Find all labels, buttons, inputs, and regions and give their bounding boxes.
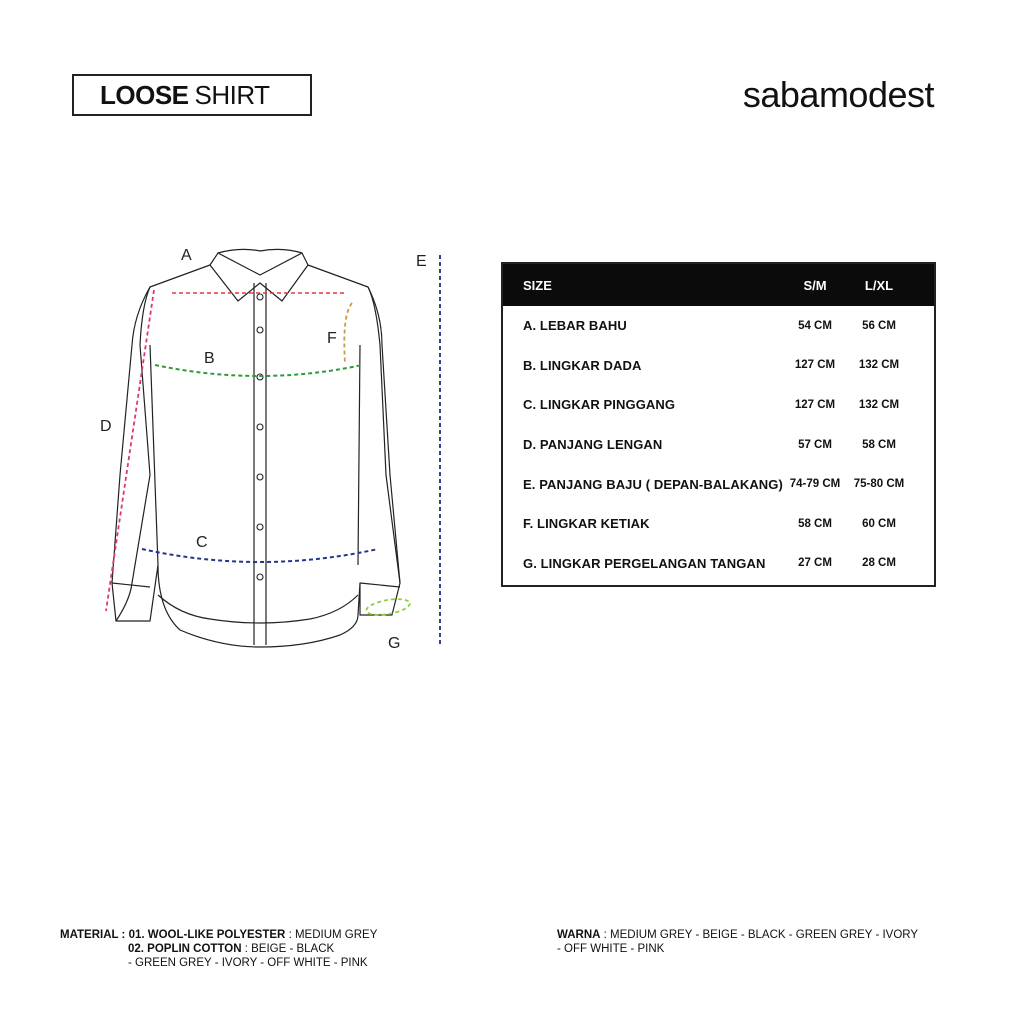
table-row xyxy=(503,306,934,346)
measure-line-d xyxy=(106,290,154,611)
material-1-name: 01. WOOL-LIKE POLYESTER xyxy=(128,929,286,941)
label-c: C xyxy=(196,534,208,551)
header-sm: S/M xyxy=(803,277,827,293)
warna-line-2 xyxy=(557,942,918,956)
size-table-body xyxy=(503,306,934,583)
row-label: B. LINGKAR DADA xyxy=(523,357,642,373)
row-sm: 127 CM xyxy=(794,398,836,411)
table-row xyxy=(503,504,934,544)
row-lxl: 28 CM xyxy=(862,557,896,570)
row-label: G. LINGKAR PERGELANGAN TANGAN xyxy=(523,555,766,571)
table-row xyxy=(503,464,934,504)
material-2-colors: : BEIGE - BLACK xyxy=(244,943,335,955)
material-line-1 xyxy=(60,928,377,942)
warna-colors-1: : MEDIUM GREY - BEIGE - BLACK - GREEN GREY - IVORY xyxy=(603,929,919,941)
material-2-colors-cont: - GREEN GREY - IVORY - OFF WHITE - PINK xyxy=(128,957,368,969)
row-lxl: 56 CM xyxy=(862,319,896,332)
row-label: C. LINGKAR PINGGANG xyxy=(523,397,676,413)
row-lxl: 132 CM xyxy=(858,359,900,372)
row-lxl: 60 CM xyxy=(862,517,896,530)
table-row xyxy=(503,425,934,465)
table-row xyxy=(503,544,934,584)
brand-logo: sabamodest xyxy=(742,74,934,115)
warna-line-1 xyxy=(557,928,918,942)
label-b: B xyxy=(204,350,215,367)
row-sm: 27 CM xyxy=(798,557,832,570)
table-row xyxy=(503,346,934,386)
measure-line-c xyxy=(142,549,378,562)
header-lxl: L/XL xyxy=(864,277,894,293)
material-line-2 xyxy=(60,942,377,956)
header-size: SIZE xyxy=(523,277,552,293)
shirt-outline xyxy=(112,249,400,647)
material-label: MATERIAL : xyxy=(60,929,126,941)
material-line-3 xyxy=(60,956,377,970)
row-label: D. PANJANG LENGAN xyxy=(523,437,663,453)
label-d: D xyxy=(100,418,112,435)
row-label: A. LEBAR BAHU xyxy=(523,318,627,334)
warna-label: WARNA xyxy=(557,929,601,941)
label-a: A xyxy=(181,247,192,264)
label-g: G xyxy=(388,635,401,652)
row-lxl: 58 CM xyxy=(862,438,896,451)
material-1-colors: : MEDIUM GREY xyxy=(288,929,378,941)
row-sm: 127 CM xyxy=(794,359,836,372)
row-sm: 58 CM xyxy=(798,517,832,530)
shirt-buttons xyxy=(257,294,263,580)
product-title-bold: LOOSE xyxy=(100,79,189,110)
label-e: E xyxy=(416,253,427,270)
row-lxl: 132 CM xyxy=(858,398,900,411)
warna-colors-2: - OFF WHITE - PINK xyxy=(557,943,665,955)
shirt-diagram xyxy=(90,235,460,665)
row-sm: 54 CM xyxy=(798,319,832,332)
size-table-header xyxy=(503,264,934,306)
row-label: E. PANJANG BAJU ( DEPAN-BALAKANG) xyxy=(523,476,783,492)
row-sm: 74-79 CM xyxy=(789,478,841,491)
product-title-box xyxy=(72,74,312,116)
row-lxl: 75-80 CM xyxy=(853,478,905,491)
product-title-rest: SHIRT xyxy=(194,79,270,110)
measure-line-f xyxy=(344,303,352,363)
size-table xyxy=(501,262,936,587)
material-info xyxy=(60,928,377,970)
row-label: F. LINGKAR KETIAK xyxy=(523,516,650,532)
material-2-name: 02. POPLIN COTTON xyxy=(128,943,242,955)
row-sm: 57 CM xyxy=(798,438,832,451)
table-row xyxy=(503,385,934,425)
label-f: F xyxy=(327,330,337,347)
warna-info xyxy=(557,928,918,956)
